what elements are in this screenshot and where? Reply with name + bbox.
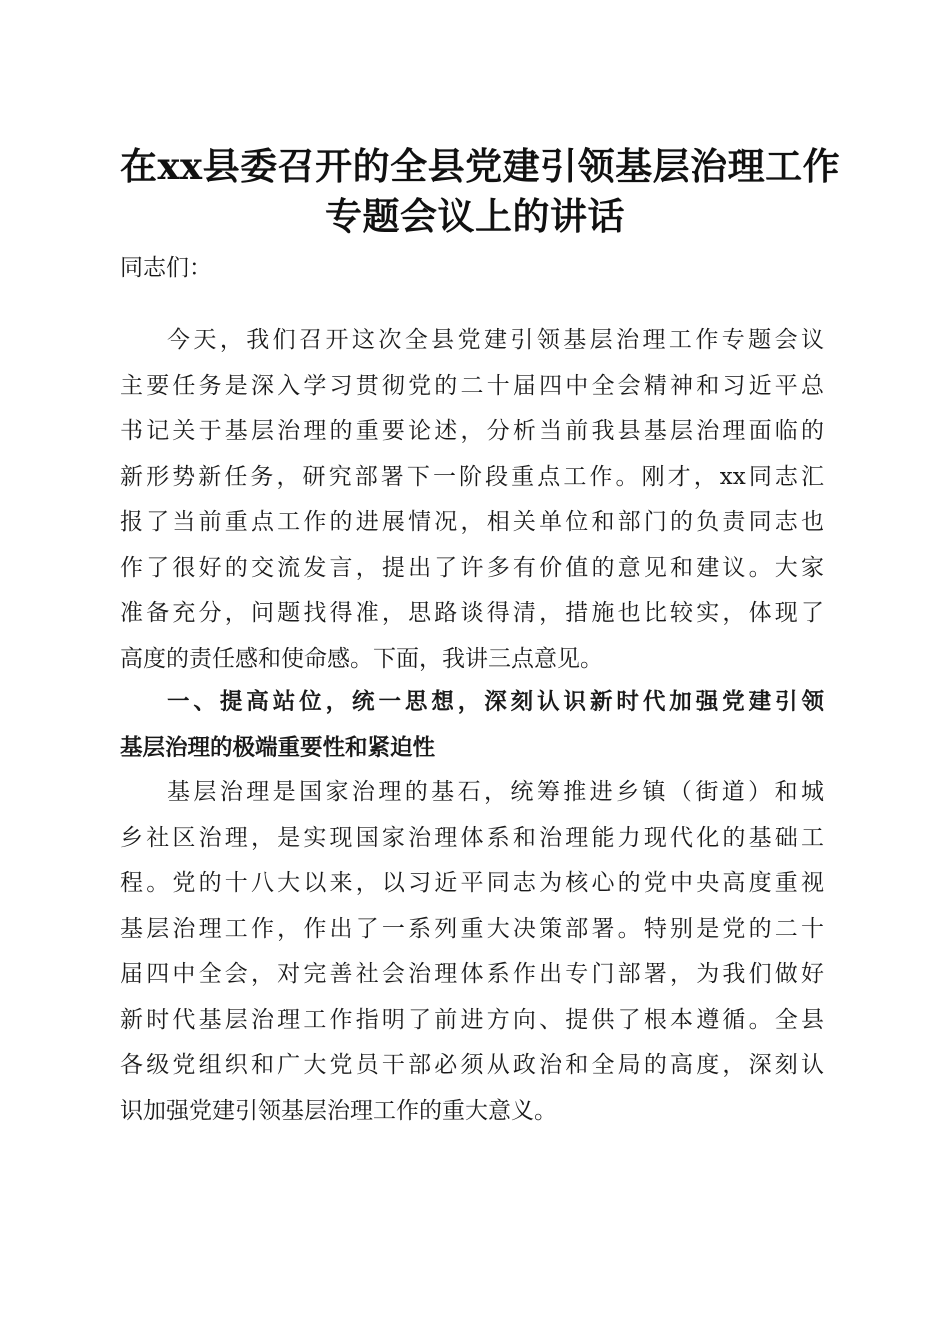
paragraph-line: 程。党的十八大以来，以习近平同志为核心的党中央高度重视 — [120, 870, 824, 896]
paragraph-line: 今天，我们召开这次全县党建引领基层治理工作专题会议 — [167, 327, 824, 353]
paragraph-line: 书记关于基层治理的重要论述，分析当前我县基层治理面临的 — [120, 418, 824, 444]
paragraph-opening — [120, 318, 824, 682]
paragraph-line: 新形势新任务，研究部署下一阶段重点工作。刚才，xx同志汇 — [120, 463, 824, 490]
paragraph-line: 高度的责任感和使命感。下面，我讲三点意见。 — [120, 645, 603, 672]
section-heading-1 — [120, 680, 824, 771]
paragraph-line: 识加强党建引领基层治理工作的重大意义。 — [120, 1097, 557, 1124]
paragraph-line: 基层治理是国家治理的基石，统筹推进乡镇（街道）和城 — [167, 779, 824, 805]
paragraph-line: 准备充分，问题找得准，思路谈得清，措施也比较实，体现了 — [120, 600, 824, 626]
greeting — [120, 246, 824, 292]
paragraph-line: 主要任务是深入学习贯彻党的二十届四中全会精神和习近平总 — [120, 372, 824, 399]
paragraph-line: 基层治理工作，作出了一系列重大决策部署。特别是党的二十 — [120, 915, 824, 942]
paragraph-line: 各级党组织和广大党员干部必须从政治和全局的高度，深刻认 — [120, 1052, 824, 1078]
paragraph-line: 新时代基层治理工作指明了前进方向、提供了根本遵循。全县 — [120, 1006, 824, 1033]
section-heading-line: 基层治理的极端重要性和紧迫性 — [120, 734, 436, 761]
document-title-line-2: 专题会议上的讲话 — [325, 194, 625, 238]
paragraph-line: 乡社区治理，是实现国家治理体系和治理能力现代化的基础工 — [120, 824, 824, 851]
paragraph-section-1 — [120, 770, 824, 1134]
document-title-line-1: 在xx县委召开的全县党建引领基层治理工作 — [120, 144, 841, 188]
section-heading-line: 一、提高站位，统一思想，深刻认识新时代加强党建引领 — [167, 689, 824, 715]
paragraph-line: 作了很好的交流发言，提出了许多有价值的意见和建议。大家 — [120, 554, 824, 581]
paragraph-line: 报了当前重点工作的进展情况，相关单位和部门的负责同志也 — [120, 509, 824, 535]
paragraph-line: 届四中全会，对完善社会治理体系作出专门部署，为我们做好 — [120, 961, 824, 987]
greeting-text: 同志们： — [120, 255, 212, 281]
